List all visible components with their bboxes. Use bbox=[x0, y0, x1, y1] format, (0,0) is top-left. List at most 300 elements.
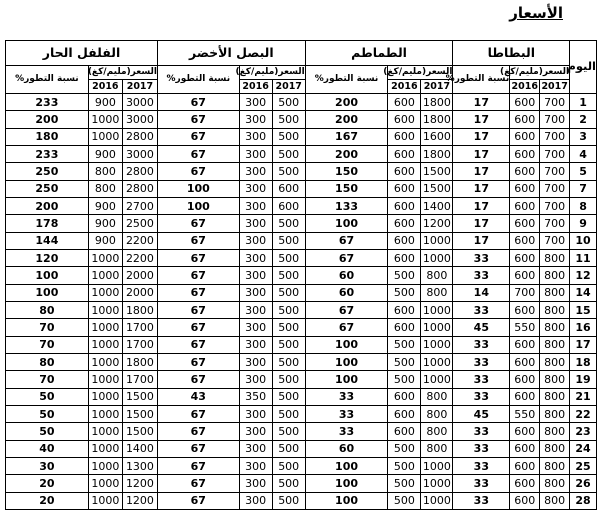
price-2017-cell: 3000 bbox=[122, 94, 157, 111]
price-header: السعر(مليم/كغ) bbox=[510, 66, 570, 80]
pct-cell: 67 bbox=[158, 492, 240, 509]
price-2016-cell: 600 bbox=[388, 405, 421, 422]
table-row bbox=[6, 371, 597, 388]
table-row bbox=[6, 353, 597, 370]
table-row bbox=[6, 111, 597, 128]
pct-cell: 50 bbox=[6, 405, 89, 422]
price-2017-cell: 500 bbox=[272, 405, 305, 422]
pct-cell: 67 bbox=[158, 284, 240, 301]
pct-cell: 17 bbox=[453, 128, 510, 145]
table-row bbox=[6, 215, 597, 232]
price-2017-cell: 3000 bbox=[122, 145, 157, 162]
price-2017-cell: 1200 bbox=[421, 215, 453, 232]
price-2016-cell: 600 bbox=[388, 128, 421, 145]
price-2016-cell: 1000 bbox=[88, 284, 122, 301]
price-2016-cell: 600 bbox=[388, 232, 421, 249]
day-cell: 10 bbox=[570, 232, 597, 249]
price-2016-cell: 300 bbox=[239, 492, 272, 509]
price-2017-cell: 800 bbox=[421, 405, 453, 422]
pct-cell: 180 bbox=[6, 128, 89, 145]
price-2017-cell: 500 bbox=[272, 215, 305, 232]
price-2016-cell: 600 bbox=[388, 94, 421, 111]
table-row bbox=[6, 128, 597, 145]
pct-cell: 200 bbox=[305, 111, 388, 128]
price-2017-cell: 800 bbox=[421, 423, 453, 440]
price-2016-cell: 800 bbox=[88, 163, 122, 180]
pct-cell: 50 bbox=[6, 423, 89, 440]
price-2017-cell: 1700 bbox=[122, 336, 157, 353]
pct-cell: 20 bbox=[6, 475, 89, 492]
price-2017-cell: 1400 bbox=[421, 197, 453, 214]
price-2017-cell: 1300 bbox=[122, 457, 157, 474]
pct-cell: 17 bbox=[453, 94, 510, 111]
price-2016-cell: 600 bbox=[388, 145, 421, 162]
price-2016-cell: 300 bbox=[239, 267, 272, 284]
price-2016-cell: 1000 bbox=[88, 128, 122, 145]
price-2016-cell: 550 bbox=[510, 405, 540, 422]
pct-cell: 67 bbox=[158, 457, 240, 474]
pct-cell: 40 bbox=[6, 440, 89, 457]
pct-cell: 33 bbox=[305, 405, 388, 422]
price-2016-cell: 300 bbox=[239, 457, 272, 474]
price-2017-cell: 1000 bbox=[421, 232, 453, 249]
pct-cell: 100 bbox=[305, 215, 388, 232]
pct-cell: 33 bbox=[453, 388, 510, 405]
price-2017-cell: 700 bbox=[540, 128, 570, 145]
price-2016-cell: 1000 bbox=[88, 249, 122, 266]
table-row bbox=[6, 301, 597, 318]
price-2016-cell: 500 bbox=[388, 492, 421, 509]
price-2016-cell: 500 bbox=[388, 284, 421, 301]
pct-cell: 70 bbox=[6, 371, 89, 388]
price-header: السعر(مليم/كغ) bbox=[239, 66, 305, 80]
price-2016-cell: 350 bbox=[239, 388, 272, 405]
day-cell: 19 bbox=[570, 371, 597, 388]
price-2016-cell: 900 bbox=[88, 197, 122, 214]
pct-cell: 133 bbox=[305, 197, 388, 214]
price-2017-cell: 800 bbox=[540, 388, 570, 405]
price-2016-cell: 600 bbox=[510, 492, 540, 509]
price-2017-cell: 2500 bbox=[122, 215, 157, 232]
price-2017-cell: 1000 bbox=[421, 371, 453, 388]
pct-header: نسبة التطور% bbox=[453, 66, 510, 94]
pct-cell: 67 bbox=[158, 423, 240, 440]
pct-cell: 144 bbox=[6, 232, 89, 249]
pct-cell: 17 bbox=[453, 163, 510, 180]
pct-cell: 67 bbox=[158, 232, 240, 249]
pct-cell: 50 bbox=[6, 388, 89, 405]
price-2016-cell: 600 bbox=[388, 215, 421, 232]
price-2016-cell: 300 bbox=[239, 301, 272, 318]
pct-cell: 200 bbox=[305, 145, 388, 162]
pct-cell: 67 bbox=[305, 301, 388, 318]
price-2016-cell: 900 bbox=[88, 215, 122, 232]
price-2016-cell: 500 bbox=[388, 371, 421, 388]
day-cell: 3 bbox=[570, 128, 597, 145]
price-2017-cell: 500 bbox=[272, 301, 305, 318]
price-2016-cell: 600 bbox=[510, 215, 540, 232]
price-2016-cell: 550 bbox=[510, 319, 540, 336]
price-2017-cell: 800 bbox=[540, 267, 570, 284]
pct-cell: 33 bbox=[305, 388, 388, 405]
price-2017-cell: 3000 bbox=[122, 111, 157, 128]
price-2017-cell: 700 bbox=[540, 180, 570, 197]
price-2016-cell: 600 bbox=[388, 111, 421, 128]
price-2016-cell: 300 bbox=[239, 475, 272, 492]
table-row bbox=[6, 440, 597, 457]
pct-cell: 150 bbox=[305, 180, 388, 197]
price-2017-cell: 500 bbox=[272, 336, 305, 353]
price-2017-cell: 2000 bbox=[122, 267, 157, 284]
pct-cell: 14 bbox=[453, 284, 510, 301]
price-2016-cell: 300 bbox=[239, 197, 272, 214]
pct-cell: 67 bbox=[158, 128, 240, 145]
price-2017-cell: 500 bbox=[272, 145, 305, 162]
pct-cell: 20 bbox=[6, 492, 89, 509]
pct-cell: 200 bbox=[6, 111, 89, 128]
table-row bbox=[6, 284, 597, 301]
pct-cell: 70 bbox=[6, 319, 89, 336]
price-2017-cell: 800 bbox=[421, 388, 453, 405]
table-row bbox=[6, 197, 597, 214]
price-2016-cell: 600 bbox=[510, 457, 540, 474]
price-2016-cell: 1000 bbox=[88, 405, 122, 422]
price-2016-cell: 600 bbox=[510, 163, 540, 180]
pct-cell: 67 bbox=[158, 267, 240, 284]
pct-cell: 80 bbox=[6, 301, 89, 318]
year-header-2016: 2016 bbox=[88, 80, 122, 94]
pct-cell: 67 bbox=[158, 336, 240, 353]
price-2017-cell: 1000 bbox=[421, 249, 453, 266]
pct-cell: 100 bbox=[158, 197, 240, 214]
price-2016-cell: 600 bbox=[510, 111, 540, 128]
price-2016-cell: 600 bbox=[510, 371, 540, 388]
pct-header: نسبة التطور% bbox=[6, 66, 89, 94]
pct-cell: 67 bbox=[158, 301, 240, 318]
price-2016-cell: 600 bbox=[388, 319, 421, 336]
pct-cell: 17 bbox=[453, 215, 510, 232]
pct-cell: 178 bbox=[6, 215, 89, 232]
price-2017-cell: 800 bbox=[540, 353, 570, 370]
price-2016-cell: 300 bbox=[239, 405, 272, 422]
price-2017-cell: 700 bbox=[540, 145, 570, 162]
price-2017-cell: 500 bbox=[272, 371, 305, 388]
table-row bbox=[6, 319, 597, 336]
price-2016-cell: 600 bbox=[388, 249, 421, 266]
day-cell: 21 bbox=[570, 388, 597, 405]
pct-cell: 67 bbox=[158, 94, 240, 111]
price-2017-cell: 2200 bbox=[122, 249, 157, 266]
pct-cell: 100 bbox=[6, 284, 89, 301]
pct-cell: 200 bbox=[6, 197, 89, 214]
price-2016-cell: 900 bbox=[88, 145, 122, 162]
table-row bbox=[6, 232, 597, 249]
price-2017-cell: 1000 bbox=[421, 457, 453, 474]
price-2017-cell: 1500 bbox=[421, 163, 453, 180]
pct-cell: 33 bbox=[453, 301, 510, 318]
table-row bbox=[6, 249, 597, 266]
price-2016-cell: 300 bbox=[239, 94, 272, 111]
price-2016-cell: 1000 bbox=[88, 111, 122, 128]
year-header-2016: 2016 bbox=[388, 80, 421, 94]
price-2017-cell: 1700 bbox=[122, 319, 157, 336]
table-row bbox=[6, 336, 597, 353]
day-cell: 9 bbox=[570, 215, 597, 232]
pct-cell: 233 bbox=[6, 145, 89, 162]
price-2017-cell: 500 bbox=[272, 319, 305, 336]
price-2017-cell: 800 bbox=[540, 336, 570, 353]
price-2017-cell: 1400 bbox=[122, 440, 157, 457]
price-2017-cell: 700 bbox=[540, 215, 570, 232]
price-2016-cell: 500 bbox=[388, 353, 421, 370]
pct-header: نسبة التطور% bbox=[305, 66, 388, 94]
price-2017-cell: 1000 bbox=[421, 353, 453, 370]
price-2017-cell: 700 bbox=[540, 197, 570, 214]
price-2016-cell: 500 bbox=[388, 267, 421, 284]
day-cell: 18 bbox=[570, 353, 597, 370]
price-2017-cell: 800 bbox=[540, 440, 570, 457]
price-2017-cell: 600 bbox=[272, 197, 305, 214]
price-2016-cell: 300 bbox=[239, 128, 272, 145]
pct-cell: 33 bbox=[453, 371, 510, 388]
price-2017-cell: 1500 bbox=[421, 180, 453, 197]
price-2017-cell: 1000 bbox=[421, 336, 453, 353]
pct-cell: 33 bbox=[453, 353, 510, 370]
pct-cell: 60 bbox=[305, 267, 388, 284]
price-2016-cell: 1000 bbox=[88, 388, 122, 405]
price-2016-cell: 600 bbox=[510, 475, 540, 492]
pct-cell: 33 bbox=[453, 423, 510, 440]
table-row bbox=[6, 388, 597, 405]
year-header-2017: 2017 bbox=[421, 80, 453, 94]
price-2016-cell: 500 bbox=[388, 457, 421, 474]
price-2016-cell: 600 bbox=[510, 128, 540, 145]
price-2017-cell: 1200 bbox=[122, 492, 157, 509]
price-2016-cell: 1000 bbox=[88, 267, 122, 284]
pct-cell: 100 bbox=[305, 371, 388, 388]
price-2017-cell: 2200 bbox=[122, 232, 157, 249]
price-header: السعر(مليم/كغ) bbox=[88, 66, 157, 80]
pct-cell: 33 bbox=[453, 267, 510, 284]
day-cell: 14 bbox=[570, 284, 597, 301]
day-cell: 28 bbox=[570, 492, 597, 509]
price-2016-cell: 600 bbox=[388, 423, 421, 440]
day-cell: 25 bbox=[570, 457, 597, 474]
price-2017-cell: 2800 bbox=[122, 163, 157, 180]
pct-cell: 43 bbox=[158, 388, 240, 405]
pct-cell: 67 bbox=[305, 319, 388, 336]
pct-cell: 250 bbox=[6, 163, 89, 180]
price-2017-cell: 500 bbox=[272, 163, 305, 180]
pct-cell: 33 bbox=[453, 249, 510, 266]
pct-cell: 45 bbox=[453, 405, 510, 422]
price-2016-cell: 300 bbox=[239, 215, 272, 232]
pct-cell: 100 bbox=[305, 336, 388, 353]
day-cell: 7 bbox=[570, 180, 597, 197]
year-header-2016: 2016 bbox=[239, 80, 272, 94]
price-2016-cell: 500 bbox=[388, 440, 421, 457]
price-2016-cell: 1000 bbox=[88, 301, 122, 318]
price-2017-cell: 800 bbox=[540, 475, 570, 492]
pct-cell: 17 bbox=[453, 111, 510, 128]
price-2017-cell: 500 bbox=[272, 284, 305, 301]
pct-cell: 70 bbox=[6, 336, 89, 353]
price-2017-cell: 700 bbox=[540, 111, 570, 128]
price-2016-cell: 600 bbox=[510, 440, 540, 457]
price-2017-cell: 1000 bbox=[421, 475, 453, 492]
price-2017-cell: 600 bbox=[272, 180, 305, 197]
pct-cell: 67 bbox=[158, 319, 240, 336]
price-2016-cell: 600 bbox=[510, 249, 540, 266]
price-2017-cell: 1800 bbox=[421, 111, 453, 128]
price-2016-cell: 600 bbox=[388, 301, 421, 318]
price-2016-cell: 700 bbox=[510, 284, 540, 301]
price-2016-cell: 300 bbox=[239, 284, 272, 301]
price-2017-cell: 1800 bbox=[122, 301, 157, 318]
page-title: الأسعار bbox=[509, 4, 563, 22]
pct-cell: 100 bbox=[158, 180, 240, 197]
pct-cell: 30 bbox=[6, 457, 89, 474]
year-header-2017: 2017 bbox=[122, 80, 157, 94]
price-2017-cell: 1800 bbox=[421, 94, 453, 111]
table-row bbox=[6, 405, 597, 422]
price-2016-cell: 1000 bbox=[88, 457, 122, 474]
header-row-sub bbox=[6, 66, 597, 80]
price-2016-cell: 600 bbox=[510, 423, 540, 440]
pct-cell: 33 bbox=[453, 492, 510, 509]
price-2017-cell: 800 bbox=[421, 267, 453, 284]
pct-cell: 67 bbox=[158, 249, 240, 266]
price-2016-cell: 300 bbox=[239, 440, 272, 457]
price-2017-cell: 500 bbox=[272, 475, 305, 492]
day-cell: 16 bbox=[570, 319, 597, 336]
price-2017-cell: 1500 bbox=[122, 388, 157, 405]
year-header-2016: 2016 bbox=[511, 80, 538, 92]
year-header-2017: 2017 bbox=[541, 80, 568, 92]
pct-cell: 67 bbox=[158, 371, 240, 388]
price-2016-cell: 300 bbox=[239, 336, 272, 353]
price-2017-cell: 500 bbox=[272, 457, 305, 474]
table-row bbox=[6, 423, 597, 440]
price-2017-cell: 500 bbox=[272, 440, 305, 457]
price-2017-cell: 1600 bbox=[421, 128, 453, 145]
prices-table bbox=[5, 40, 597, 510]
day-cell: 17 bbox=[570, 336, 597, 353]
group-header-potato: البطاطا bbox=[453, 41, 570, 66]
price-2016-cell: 1000 bbox=[88, 475, 122, 492]
day-cell: 24 bbox=[570, 440, 597, 457]
pct-cell: 100 bbox=[305, 492, 388, 509]
price-2017-cell: 800 bbox=[421, 440, 453, 457]
pct-cell: 33 bbox=[453, 457, 510, 474]
price-2017-cell: 700 bbox=[540, 94, 570, 111]
price-2017-cell: 800 bbox=[540, 492, 570, 509]
day-cell: 26 bbox=[570, 475, 597, 492]
pct-cell: 250 bbox=[6, 180, 89, 197]
pct-cell: 200 bbox=[305, 94, 388, 111]
group-header-tomato: الطماطم bbox=[305, 41, 453, 66]
price-2017-cell: 700 bbox=[540, 232, 570, 249]
price-2016-cell: 1000 bbox=[88, 492, 122, 509]
price-2017-cell: 500 bbox=[272, 111, 305, 128]
price-2016-cell: 1000 bbox=[88, 423, 122, 440]
price-2016-cell: 300 bbox=[239, 371, 272, 388]
day-cell: 22 bbox=[570, 405, 597, 422]
table-row bbox=[6, 145, 597, 162]
price-2016-cell: 300 bbox=[239, 111, 272, 128]
year-header-2017: 2017 bbox=[272, 80, 305, 94]
day-cell: 1 bbox=[570, 94, 597, 111]
pct-cell: 80 bbox=[6, 353, 89, 370]
pct-cell: 67 bbox=[305, 249, 388, 266]
price-2016-cell: 300 bbox=[239, 232, 272, 249]
price-2017-cell: 1800 bbox=[421, 145, 453, 162]
price-2017-cell: 1800 bbox=[122, 353, 157, 370]
pct-cell: 33 bbox=[305, 423, 388, 440]
price-2017-cell: 500 bbox=[272, 128, 305, 145]
pct-cell: 100 bbox=[6, 267, 89, 284]
price-2017-cell: 2800 bbox=[122, 180, 157, 197]
price-2016-cell: 500 bbox=[388, 336, 421, 353]
price-2017-cell: 800 bbox=[540, 249, 570, 266]
price-2017-cell: 800 bbox=[540, 371, 570, 388]
day-cell: 15 bbox=[570, 301, 597, 318]
price-header: السعر(مليم/كغ) bbox=[388, 66, 453, 80]
price-2016-cell: 600 bbox=[510, 301, 540, 318]
pct-cell: 67 bbox=[158, 163, 240, 180]
price-2016-cell: 1000 bbox=[88, 319, 122, 336]
price-2016-cell: 300 bbox=[239, 163, 272, 180]
pct-cell: 17 bbox=[453, 180, 510, 197]
pct-cell: 45 bbox=[453, 319, 510, 336]
header-row-groups bbox=[6, 41, 597, 66]
day-cell: 8 bbox=[570, 197, 597, 214]
pct-cell: 100 bbox=[305, 353, 388, 370]
price-2017-cell: 500 bbox=[272, 267, 305, 284]
day-cell: 11 bbox=[570, 249, 597, 266]
pct-cell: 67 bbox=[158, 215, 240, 232]
price-2016-cell: 600 bbox=[510, 336, 540, 353]
price-2016-cell: 600 bbox=[510, 388, 540, 405]
price-2017-cell: 1500 bbox=[122, 405, 157, 422]
day-cell: 4 bbox=[570, 145, 597, 162]
table-row bbox=[6, 163, 597, 180]
price-2017-cell: 1500 bbox=[122, 423, 157, 440]
price-2017-cell: 500 bbox=[272, 232, 305, 249]
day-header: اليوم bbox=[570, 41, 597, 94]
price-2017-cell: 800 bbox=[421, 284, 453, 301]
day-cell: 2 bbox=[570, 111, 597, 128]
pct-cell: 67 bbox=[158, 405, 240, 422]
pct-cell: 167 bbox=[305, 128, 388, 145]
pct-header: نسبة التطور% bbox=[158, 66, 240, 94]
pct-cell: 67 bbox=[158, 111, 240, 128]
price-2017-cell: 1200 bbox=[122, 475, 157, 492]
pct-cell: 33 bbox=[453, 336, 510, 353]
price-2017-cell: 500 bbox=[272, 492, 305, 509]
price-2016-cell: 300 bbox=[239, 180, 272, 197]
price-2017-cell: 2000 bbox=[122, 284, 157, 301]
table-row bbox=[6, 457, 597, 474]
price-2016-cell: 1000 bbox=[88, 371, 122, 388]
pct-cell: 17 bbox=[453, 145, 510, 162]
pct-cell: 17 bbox=[453, 197, 510, 214]
price-2016-cell: 500 bbox=[388, 475, 421, 492]
price-2016-cell: 600 bbox=[510, 232, 540, 249]
price-2016-cell: 600 bbox=[388, 388, 421, 405]
price-2016-cell: 600 bbox=[510, 94, 540, 111]
price-2017-cell: 800 bbox=[540, 319, 570, 336]
